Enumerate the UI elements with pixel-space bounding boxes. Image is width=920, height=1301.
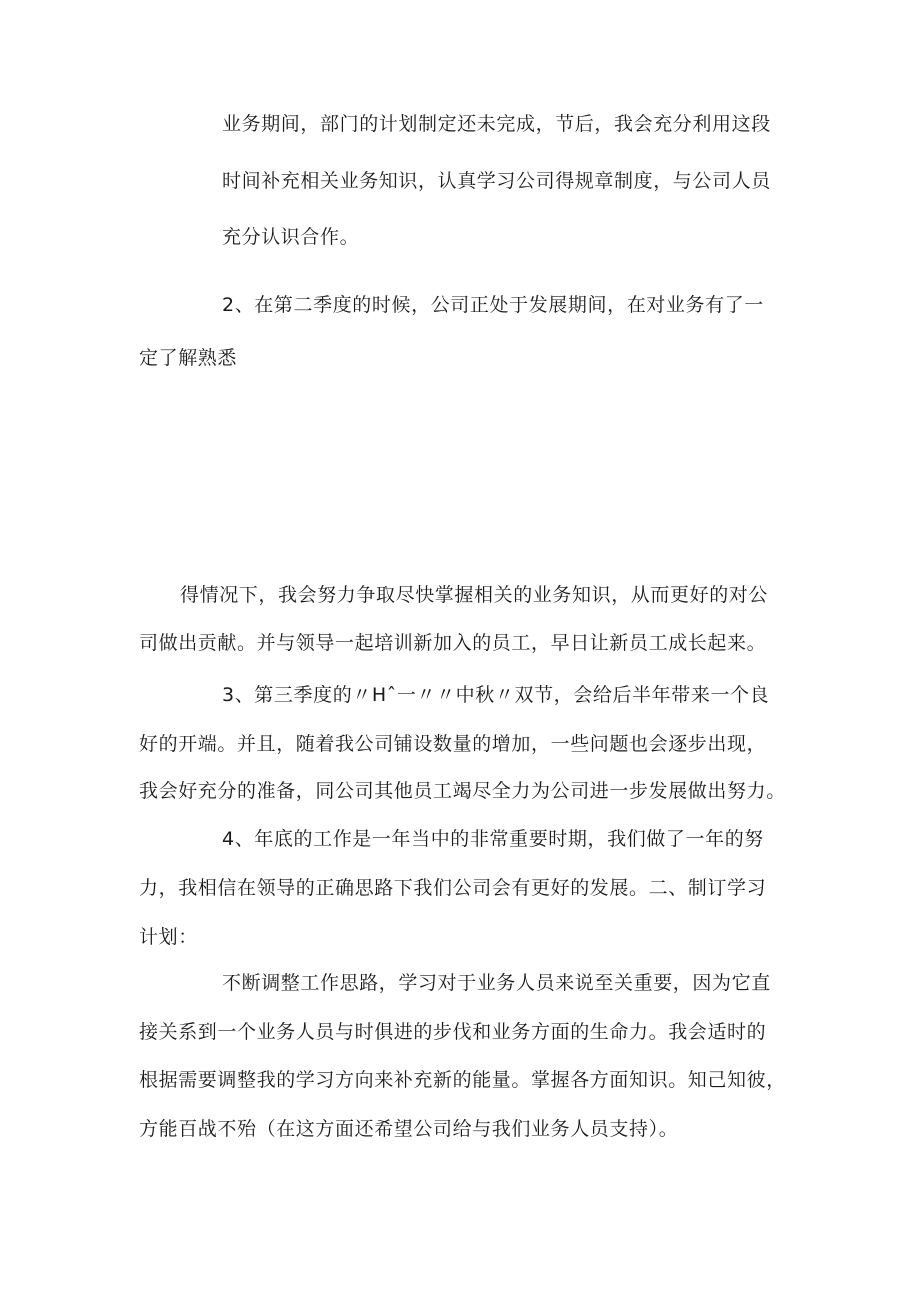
text-line: 2、在第二季度的时候，公司正处于发展期间，在对业务有了一 <box>222 294 764 316</box>
text-line: 力，我相信在领导的正确思路下我们公司会有更好的发展。二、制订学习 <box>139 877 767 899</box>
text-line: 不断调整工作思路，学习对于业务人员来说至关重要，因为它直 <box>222 972 771 994</box>
text-line: 定了解熟悉 <box>139 347 238 369</box>
text-line: 方能百战不殆（在这方面还希望公司给与我们业务人员支持）。 <box>139 1118 679 1140</box>
text-line: 4、年底的工作是一年当中的非常重要时期，我们做了一年的努 <box>222 828 764 850</box>
text-line: 我会好充分的准备，同公司其他员工竭尽全力为公司进一步发展做出努力。 <box>139 780 786 802</box>
text-line: 充分认识合作。 <box>222 226 360 248</box>
text-line: 业务期间，部门的计划制定还未完成，节后，我会充分利用这段 <box>222 113 771 135</box>
text-line: 得情况下，我会努力争取尽快掌握相关的业务知识，从而更好的对公 <box>180 584 769 606</box>
text-line: 时间补充相关业务知识，认真学习公司得规章制度，与公司人员 <box>222 170 771 192</box>
text-line: 3、第三季度的〃Hˆ一〃〃中秋〃双节，会给后半年带来一个良 <box>222 684 770 706</box>
text-line: 根据需要调整我的学习方向来补充新的能量。掌握各方面知识。知己知彼， <box>139 1069 786 1091</box>
text-line: 计划： <box>139 926 198 948</box>
text-line: 好的开端。并且，随着我公司铺设数量的增加，一些问题也会逐步出现， <box>139 733 767 755</box>
text-line: 司做出贡献。并与领导一起培训新加入的员工，早日让新员工成长起来。 <box>139 632 767 654</box>
text-line: 接关系到一个业务人员与时俱进的步伐和业务方面的生命力。我会适时的 <box>139 1021 767 1043</box>
